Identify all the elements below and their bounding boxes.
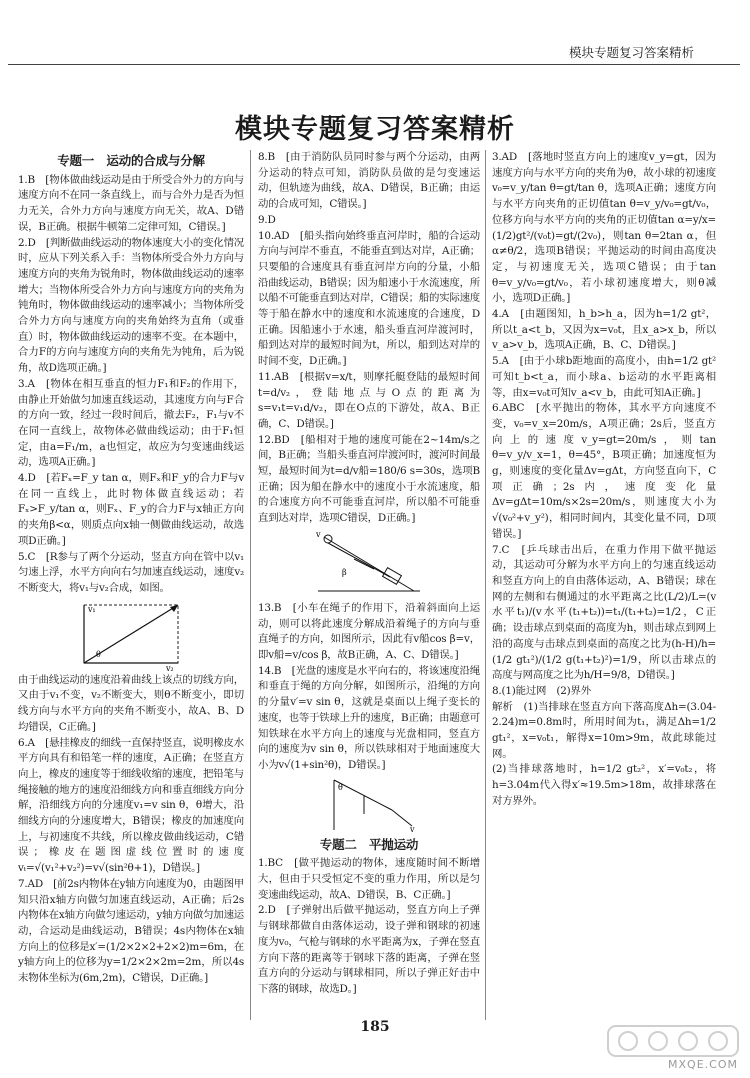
- column-3: [492, 150, 716, 810]
- answer-item: 解析 (1)当排球在竖直方向下落高度Δh=(3.04-2.24)m=0.8m时，所用时间为t₁，满足Δh=1/2 gt₁²，x=v₀t₁，解得x=10m>9m，故此球能过网。: [492, 700, 716, 760]
- watermark-text: MXQE.COM: [668, 1058, 738, 1071]
- section-heading-1: 专题一 运动的合成与分解: [57, 153, 205, 168]
- column-1: [18, 150, 244, 987]
- answer-item: 1.B [物体做曲线运动是由于所受合外力的方向与速度方向不在同一条直线上，而与合外力是否为恒力无关，合外力方向与速度方向无关，故A、D错误，B正确。根据牛顿第二定律可知，C错误。]: [18, 173, 244, 233]
- answer-item: (2)当排球落地时，h=1/2 gt₂²，x′=v₀t₂，将h=3.04m代入得x′≈19.5m>18m，故排球落在对方界外。: [492, 763, 716, 807]
- disc-rope-diagram: [314, 776, 424, 834]
- answer-item: 3.AD [落地时竖直方向上的速度v_y=gt，因为速度方向与水平方向的夹角为θ，故小球的初速度v₀=v_y/tan θ=gt/tan θ，选项A正确；速度方向与水平方向夹角的正切值tan θ=v_y/v₀=gt/v₀，位移方向与水平方向的夹角的正切值tan α=y/x=(1/2)gt²/(v₀t)=gt/(2v₀)，则tan θ=2tan α，但α≠θ/2，选项B错误；平抛运动的时间由高度决定，与初速度无关，选项C错误；由于tan θ=v_y/v₀=gt/v₀，若小球初速度增大，则θ减小，选项D正确。]: [492, 151, 716, 305]
- answer-item: 5.C [R参与了两个分运动，竖直方向在管中以v₁匀速上浮，水平方向向右匀加速直线运动，速度v₂不断变大，将v₁与v₂合成，如图。: [18, 550, 244, 594]
- velocity-diagram: [76, 599, 186, 671]
- answer-item: 5.A [由于小球b距地面的高度小，由h=1/2 gt²可知t_b<t_a，而小球a、b运动的水平距离相等，由x=v₀t可知v_a<v_b，由此可知A正确。]: [492, 355, 716, 399]
- page-title: 模块专题复习答案精析: [235, 114, 515, 145]
- svg-text:v₁: v₁: [88, 604, 96, 614]
- answer-item: 12.BD [船相对于地的速度可能在2~14m/s之间，B正确；当船头垂直河岸渡河时，渡河时间最短，最短时间为t=d/v船=180/6 s=30s，选项B正确；因为船在静水中的速度小于水流速度，船的合速度方向不可能垂直河岸，所以船不可能垂直到达对岸，选项C错误，D正确。]: [258, 433, 480, 525]
- answer-item: 8.B [由于消防队员同时参与两个分运动，由两分运动的特点可知，消防队员做的是匀变速运动，但轨迹为曲线，故A、D错误，B正确；由运动的合成可知，C错误。]: [258, 151, 480, 211]
- svg-text:v₂: v₂: [166, 663, 174, 671]
- svg-text:β: β: [342, 567, 347, 577]
- svg-text:v: v: [316, 529, 321, 539]
- incline-diagram: [314, 529, 424, 599]
- answer-item: 7.AD [前2s内物体在y轴方向速度为0，由题图甲知只沿x轴方向做匀加速直线运动，A正确；后2s内物体在x轴方向做匀速运动，y轴方向做匀加速运动，合运动是曲线运动，B错误；4s内物体在x轴方向上的位移是x′=(1/2×2×2+2×2)m=6m，在y轴方向上的位移为y=1/2×2×2m=2m，所以4s末物体坐标为(6m,2m)，C错误，D正确。]: [18, 877, 244, 985]
- answer-item: 由于曲线运动的速度沿着曲线上该点的切线方向，又由于v₁不变，v₂不断变大，则θ不断变小，即切线方向与水平方向的夹角不断变小，故A、B、D均错误，C正确。]: [18, 673, 244, 733]
- answer-item: 2.D [子弹射出后做平抛运动，竖直方向上子弹与钢球都做自由落体运动，设子弹和钢球的初速度为v₀，气枪与钢球的水平距离为x，子弹在竖直方向下落的距离等于钢球下落的距离，子弹在竖直方向的分运动与钢球相同，所以子弹正好击中下落的钢球，故选D。]: [258, 904, 480, 995]
- answer-item: 4.A [由题图知，h_b>h_a，因为h=1/2 gt²，所以t_a<t_b，又因为x=v₀t，且x_a>x_b，所以v_a>v_b，选项A正确，B、C、D错误。]: [492, 308, 716, 352]
- svg-text:v: v: [410, 824, 415, 834]
- page-number: 185: [360, 1019, 390, 1035]
- answer-item: 8.(1)能过网 (2)界外: [492, 684, 591, 697]
- answer-item: 2.D [判断做曲线运动的物体速度大小的变化情况时，应从下列关系入手：当物体所受合外力方向与速度方向的夹角为锐角时，物体做曲线运动的速率增大；当物体所受合外力方向与速度方向的夹角为钝角时，物体做曲线运动的速率减小；当物体所受合外力方向与速度方向的夹角始终为直角（或垂直）时，物体做曲线运动的速率不变。在本题中，合力F的方向与速度方向的夹角先为钝角，后为锐角，故D选项正确。]: [18, 236, 244, 375]
- answer-item: 10.AD [船头指向始终垂直河岸时，船的合运动方向与河岸不垂直，不能垂直到达对岸，A正确；只要船的合速度具有垂直河岸方向的分量，小船沿曲线运动，B错误；因为船速小于水流速度，所以船不可能垂直到达对岸，C错误；船的实际速度等于船在静水中的速度和水流速度的合速度，D正确。因船速小于水速，船头垂直河岸渡河时，船到达对岸的最短时间为t，所以，船到达对岸的时间不变，D正确。]: [258, 229, 480, 368]
- page-header: [0, 0, 750, 62]
- answer-item: 11.AB [根据v=x/t，则摩托艇登陆的最短时间t=d/v₂，登陆地点与O点的距离为s=v₁t=v₁d/v₂，即在O点的下游处，故A、B正确，C、D错误。]: [258, 370, 480, 430]
- section-heading-2: 专题二 平抛运动: [319, 836, 419, 852]
- svg-text:θ: θ: [338, 782, 343, 792]
- answer-item: 13.B [小车在绳子的作用下，沿着斜面向上运动，则可以将此速度分解成沿着绳子的方向与垂直绳子的方向，如图所示，因此有v船cos β=v，即v船=v/cos β，故B正确，A、C、D错误。]: [258, 601, 480, 661]
- answer-item: 7.C [乒乓球击出后，在重力作用下做平抛运动，其运动可分解为水平方向上的匀速直线运动和竖直方向上的自由落体运动，A、B错误；球在网的左侧和右侧通过的水平距离之比(L/2)/L=(v水平t₁)/(v水平(t₁+t₂))=t₁/(t₁+t₂)=1/2，C正确；设击球点到桌面的高度为h，则击球点到网上沿的高度与击球点到桌面的高度之比为(h-H)/h=(1/2 gt₁²)/(1/2 g(t₁+t₂)²)=1/9，所以击球点的高度与网高度之比为h/H=9/8，D错误。]: [492, 543, 716, 682]
- answer-item: 14.B [光盘的速度是水平向右的，将该速度沿绳和垂直于绳的方向分解，如图所示，沿绳的方向的分量v′=v sin θ，这就是桌面以上绳子变长的速度，也等于铁球上升的速度，B正确；由题意可知铁球在水平方向上的速度与光盘相同，竖直方向的速度为v sin θ，所以铁球相对于地面速度大小为v√(1+sin²θ)，D错误。]: [258, 664, 480, 771]
- svg-text:θ: θ: [96, 649, 101, 659]
- header-title: 模块专题复习答案精析: [568, 45, 694, 60]
- header-rule: [8, 64, 740, 65]
- answer-item: 3.A [物体在相互垂直的恒力F₁和F₂的作用下，由静止开始做匀加速直线运动，其速度方向与F合的方向一致，经过一段时间后，撤去F₂，F₁与v不在同一直线上，故物体必做曲线运动；由于F₁恒定，由a=F₁/m，a也恒定，故应为匀变速曲线运动，选项A正确。]: [18, 377, 244, 469]
- answer-item: 9.D: [258, 213, 276, 226]
- answer-item: 4.D [若Fₓ=F_y tan α，则Fₓ和F_y的合力F与v在同一直线上，此时物体做直线运动；若Fₓ>F_y/tan α，则Fₓ、F_y的合力F与x轴正方向的夹角β<α，则质点向x轴一侧做曲线运动，故选项D正确。]: [18, 472, 244, 547]
- answer-item: 6.ABC [水平抛出的物体，其水平方向速度不变，v₀=v_x=20m/s，A项正确；2s后，竖直方向上的速度v_y=gt=20m/s，则tan θ=v_y/v_x=1，θ=45°，B项正确；加速度恒为g，则速度的变化量Δv=gΔt，方向竖直向下，C项正确；2s内，速度变化量Δv=gΔt=10m/s×2s=20m/s，则速度大小为√(v₀²+v_y²)，相同时间内，其变化量不同，D项错误。]: [492, 402, 716, 540]
- column-divider: [250, 150, 251, 1020]
- column-divider: [485, 150, 486, 1020]
- column-2: [258, 150, 480, 998]
- answer-item: 6.A [悬挂橡皮的细线一直保持竖直，说明橡皮水平方向具有和铅笔一样的速度，A正确；在竖直方向上，橡皮的速度等于细线收缩的速度，把铅笔与绳接触的地方的速度沿细线方向和垂直细线方向分解，沿细线方向的分速度v₁=v sin θ，θ增大，沿细线方向的分速度增大，B错误；橡皮的加速度向上，与初速度不共线，所以橡皮做曲线运动，C错误；橡皮在题图虚线位置时的速度vₜ=√(v₁²+v₂²)=v√(sin²θ+1)，D错误。]: [18, 736, 244, 875]
- answer-item: 1.BC [做平抛运动的物体，速度随时间不断增大，但由于只受恒定不变的重力作用，所以是匀变速曲线运动，故A、D错误，B、C正确。]: [258, 857, 480, 901]
